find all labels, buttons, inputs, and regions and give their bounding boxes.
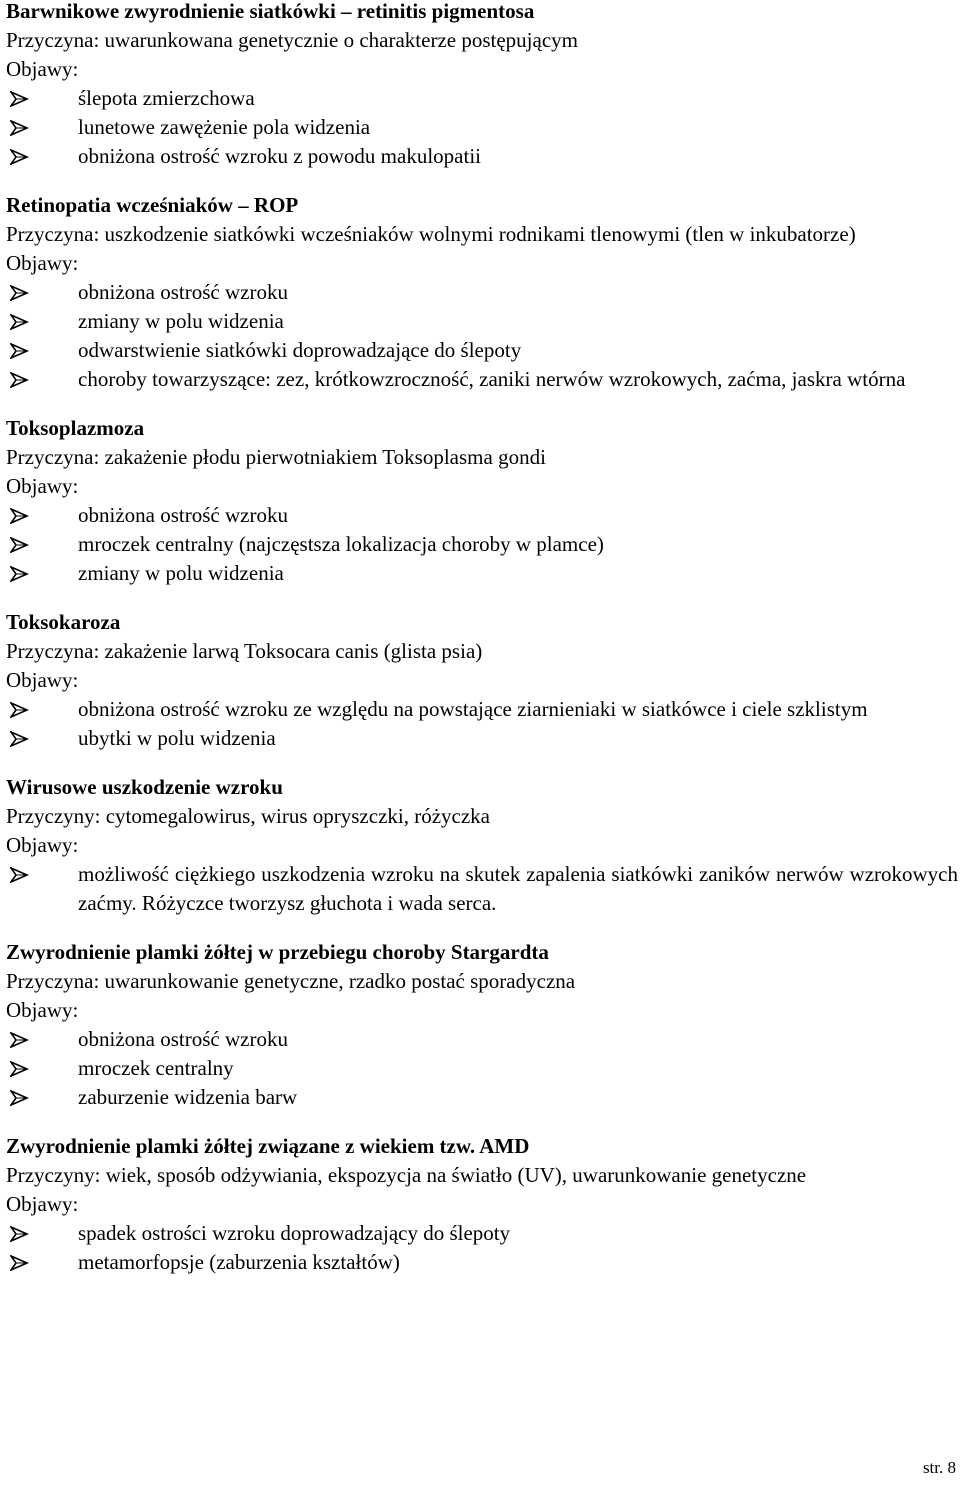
cause-text: Przyczyny: cytomegalowirus, wirus opryszczki, różyczka <box>6 804 491 828</box>
arrowhead-bullet-icon <box>10 1032 30 1048</box>
arrowhead-bullet-icon <box>10 731 30 747</box>
symptoms-label: Objawy: <box>6 668 79 692</box>
arrowhead-bullet-icon <box>10 537 30 553</box>
list-item <box>6 1083 958 1112</box>
arrowhead-bullet-icon <box>10 508 30 524</box>
cause-text: Przyczyny: wiek, sposób odżywiania, ekspozycja na światło (UV), uwarunkowanie genetyczne <box>6 1163 807 1187</box>
disease-section <box>6 608 958 753</box>
list-item <box>6 336 958 365</box>
section-title: Zwyrodnienie plamki żółtej związane z wiekiem tzw. AMD <box>6 1134 530 1158</box>
list-item-text: zaburzenie widzenia barw <box>78 1085 298 1109</box>
symptoms-list <box>6 860 958 918</box>
symptoms-label: Objawy: <box>6 57 79 81</box>
symptoms-label: Objawy: <box>6 833 79 857</box>
list-item-text: ubytki w polu widzenia <box>78 726 276 750</box>
disease-section <box>6 414 958 588</box>
section-title: Toksoplazmoza <box>6 416 145 440</box>
list-item-text: spadek ostrości wzroku doprowadzający do ślepoty <box>78 1221 511 1245</box>
arrowhead-bullet-icon <box>10 372 30 388</box>
cause-text: Przyczyna: uszkodzenie siatkówki wcześniaków wolnymi rodnikami tlenowymi (tlen w inkubatorze) <box>6 222 856 246</box>
list-item-text: obniżona ostrość wzroku <box>78 1027 288 1051</box>
list-item-text: możliwość ciężkiego uszkodzenia wzroku na skutek zapalenia siatkówki zaników nerwów wzrokowych zaćmy. Różyczce tworzysz głuchota i wada serca. <box>78 862 958 915</box>
arrowhead-bullet-icon <box>10 91 30 107</box>
list-item <box>6 530 958 559</box>
list-item <box>6 307 958 336</box>
disease-section <box>6 1132 958 1277</box>
page-number: str. 8 <box>922 1458 956 1477</box>
arrowhead-bullet-icon <box>10 314 30 330</box>
section-title: Toksokaroza <box>6 610 121 634</box>
list-item <box>6 113 958 142</box>
symptoms-label: Objawy: <box>6 998 79 1022</box>
disease-section <box>6 191 958 394</box>
list-item <box>6 84 958 113</box>
cause-text: Przyczyna: uwarunkowana genetycznie o charakterze postępującym <box>6 28 578 52</box>
list-item <box>6 1025 958 1054</box>
symptoms-label: Objawy: <box>6 474 79 498</box>
symptoms-label: Objawy: <box>6 1192 79 1216</box>
list-item <box>6 278 958 307</box>
list-item <box>6 501 958 530</box>
list-item-text: obniżona ostrość wzroku ze względu na powstające ziarnieniaki w siatkówce i ciele szklistym <box>78 697 868 721</box>
symptoms-list <box>6 695 958 753</box>
list-item <box>6 365 958 394</box>
arrowhead-bullet-icon <box>10 343 30 359</box>
section-title: Wirusowe uszkodzenie wzroku <box>6 775 283 799</box>
document-body <box>6 0 958 1297</box>
arrowhead-bullet-icon <box>10 120 30 136</box>
list-item-text: metamorfopsje (zaburzenia kształtów) <box>78 1250 400 1274</box>
list-item <box>6 1054 958 1083</box>
list-item-text: mroczek centralny (najczęstsza lokalizacja choroby w plamce) <box>78 532 604 556</box>
arrowhead-bullet-icon <box>10 566 30 582</box>
cause-text: Przyczyna: uwarunkowanie genetyczne, rzadko postać sporadyczna <box>6 969 576 993</box>
arrowhead-bullet-icon <box>10 1061 30 1077</box>
symptoms-list <box>6 84 958 171</box>
section-title: Zwyrodnienie plamki żółtej w przebiegu choroby Stargardta <box>6 940 549 964</box>
list-item-text: ślepota zmierzchowa <box>78 86 255 110</box>
cause-text: Przyczyna: zakażenie płodu pierwotniakiem Toksoplasma gondi <box>6 445 546 469</box>
list-item-text: obniżona ostrość wzroku <box>78 280 288 304</box>
list-item <box>6 695 958 724</box>
arrowhead-bullet-icon <box>10 867 30 883</box>
list-item <box>6 724 958 753</box>
list-item-text: obniżona ostrość wzroku <box>78 503 288 527</box>
arrowhead-bullet-icon <box>10 285 30 301</box>
list-item-text: odwarstwienie siatkówki doprowadzające do ślepoty <box>78 338 522 362</box>
list-item-text: zmiany w polu widzenia <box>78 309 284 333</box>
list-item-text: obniżona ostrość wzroku z powodu makulopatii <box>78 144 481 168</box>
list-item <box>6 1248 958 1277</box>
arrowhead-bullet-icon <box>10 702 30 718</box>
section-title: Barwnikowe zwyrodnienie siatkówki – retinitis pigmentosa <box>6 0 535 23</box>
disease-section <box>6 773 958 918</box>
symptoms-list <box>6 501 958 588</box>
list-item <box>6 860 958 918</box>
symptoms-list <box>6 1219 958 1277</box>
list-item-text: choroby towarzyszące: zez, krótkowzroczność, zaniki nerwów wzrokowych, zaćma, jaskra wtórna <box>78 367 906 391</box>
arrowhead-bullet-icon <box>10 1090 30 1106</box>
symptoms-list <box>6 278 958 394</box>
arrowhead-bullet-icon <box>10 1255 30 1271</box>
list-item-text: mroczek centralny <box>78 1056 234 1080</box>
list-item <box>6 1219 958 1248</box>
list-item-text: zmiany w polu widzenia <box>78 561 284 585</box>
arrowhead-bullet-icon <box>10 149 30 165</box>
list-item-text: lunetowe zawężenie pola widzenia <box>78 115 371 139</box>
symptoms-list <box>6 1025 958 1112</box>
list-item <box>6 142 958 171</box>
section-title: Retinopatia wcześniaków – ROP <box>6 193 299 217</box>
list-item <box>6 559 958 588</box>
disease-section <box>6 0 958 171</box>
arrowhead-bullet-icon <box>10 1226 30 1242</box>
disease-section <box>6 938 958 1112</box>
symptoms-label: Objawy: <box>6 251 79 275</box>
cause-text: Przyczyna: zakażenie larwą Toksocara canis (glista psia) <box>6 639 483 663</box>
